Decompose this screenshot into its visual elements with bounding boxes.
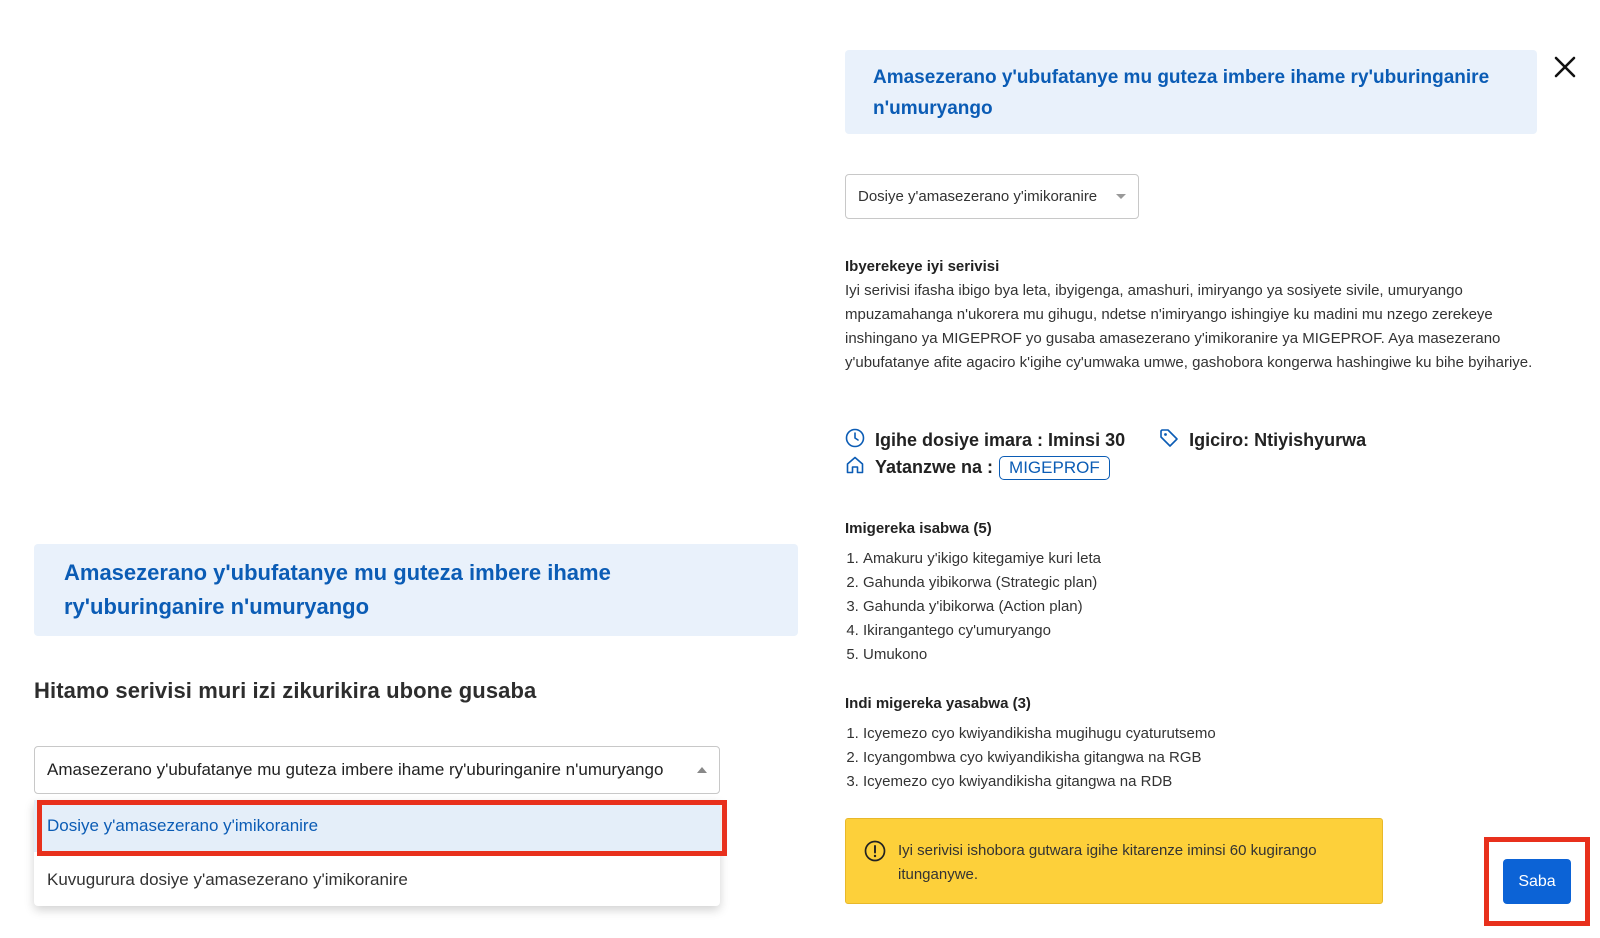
required-doc-item: 4. Ikirangantego cy'umuryango xyxy=(863,619,1545,643)
dropdown-option-new-file[interactable]: Dosiye y'amasezerano y'imikoranire xyxy=(34,800,720,852)
price-tag-icon xyxy=(1159,428,1189,453)
left-banner-title: Amasezerano y'ubufatanye mu guteza imbere ihame ry'uburinganire n'umuryango xyxy=(64,560,611,619)
right-banner-title: Amasezerano y'ubufatanye mu guteza imbere ihame ry'uburinganire n'umuryango xyxy=(873,67,1490,119)
service-select[interactable] xyxy=(34,746,720,794)
warning-icon xyxy=(864,839,898,870)
dropdown-option-renew-file[interactable]: Kuvugurura dosiye y'amasezerano y'imikoranire xyxy=(47,870,408,889)
provider-badge[interactable]: MIGEPROF xyxy=(999,456,1110,480)
service-description xyxy=(845,258,1545,375)
sub-service-select[interactable] xyxy=(845,174,1139,219)
service-select-value: Amasezerano y'ubufatanye mu guteza imbere ihame ry'uburinganire n'umuryango xyxy=(47,760,664,779)
processing-time: Igihe dosiye imara : Iminsi 30 xyxy=(875,430,1126,450)
description-label: Ibyerekeye iyi serivisi xyxy=(845,258,1000,275)
left-service-banner xyxy=(34,544,798,636)
apply-button[interactable]: Saba xyxy=(1503,859,1571,904)
close-icon[interactable] xyxy=(1552,54,1578,80)
service-meta-row xyxy=(845,428,1366,453)
clock-icon xyxy=(845,428,875,453)
required-doc-item: 2. Gahunda yibikorwa (Strategic plan) xyxy=(863,571,1545,595)
provider-row xyxy=(845,455,1110,480)
other-documents xyxy=(845,695,1545,794)
required-documents xyxy=(845,520,1545,667)
sub-service-select-value: Dosiye y'amasezerano y'imikoranire xyxy=(858,188,1098,205)
description-text: Iyi serivisi ifasha ibigo bya leta, ibyigenga, amashuri, imiryango ya sosiyete sivile, umuryango mpuzamahanga n'ukorera mu gihugu, ndetse n'imiryango ishingiye ku madini mu nzego zerekeye inshingano ya MIGEPROF yo gusaba amasezerano y'imikoranire ya MIGEPROF. Aya masezerano y'ubufatanye afite agaciro k'igihe cy'umwaka umwe, gashobora kongerwa hashingiwe ku bihe byihariye. xyxy=(845,282,1533,371)
other-doc-item: 3. Icyemezo cyo kwiyandikisha gitangwa na RDB xyxy=(863,770,1545,794)
processing-notice xyxy=(845,818,1383,904)
required-doc-item: 5. Umukono xyxy=(863,643,1545,667)
provided-by-label: Yatanzwe na : xyxy=(875,457,994,477)
other-doc-item: 1. Icyemezo cyo kwiyandikisha mugihugu cyaturutsemo xyxy=(863,722,1545,746)
price: Igiciro: Ntiyishyurwa xyxy=(1189,430,1367,450)
required-docs-title: Imigereka isabwa (5) xyxy=(845,520,992,537)
choose-service-heading: Hitamo serivisi muri izi zikurikira ubone gusaba xyxy=(34,678,537,703)
service-dropdown-menu xyxy=(34,800,720,906)
other-doc-item: 2. Icyangombwa cyo kwiyandikisha gitangwa na RGB xyxy=(863,746,1545,770)
required-doc-item: 3. Gahunda y'ibikorwa (Action plan) xyxy=(863,595,1545,619)
chevron-up-icon xyxy=(697,767,707,773)
required-doc-item: 1. Amakuru y'ikigo kitegamiye kuri leta xyxy=(863,547,1545,571)
home-icon xyxy=(845,455,875,480)
right-service-banner xyxy=(845,50,1537,134)
notice-text: Iyi serivisi ishobora gutwara igihe kitarenze iminsi 60 kugirango itunganywe. xyxy=(898,842,1317,883)
chevron-down-icon xyxy=(1116,194,1126,199)
other-docs-title: Indi migereka yasabwa (3) xyxy=(845,695,1031,712)
